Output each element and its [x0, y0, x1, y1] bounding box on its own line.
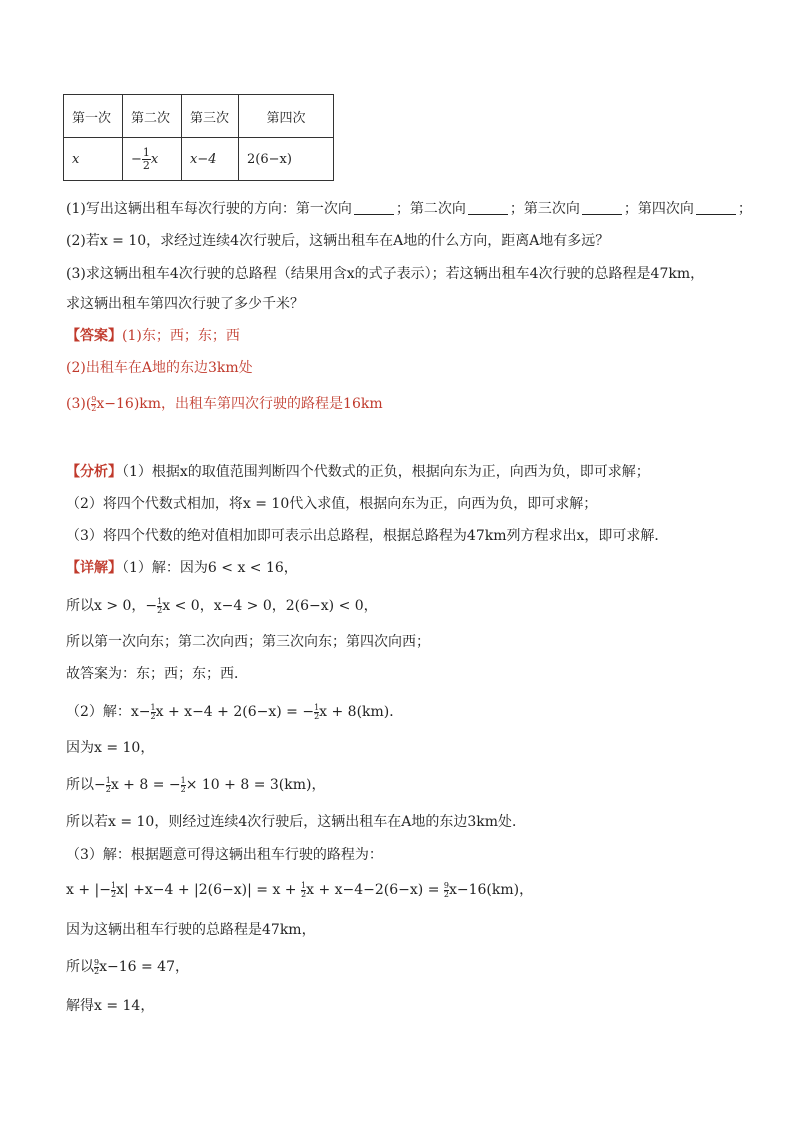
- question-2: (2)若x = 10，求经过连续4次行驶后，这辆出租车在A地的什么方向，距离A地有多远？: [66, 233, 610, 249]
- detail-text: x−16 = 47，: [99, 959, 189, 975]
- analysis-label: 【分析】: [66, 464, 122, 480]
- fraction-den: 2: [105, 784, 111, 794]
- fraction-den: 2: [157, 605, 163, 615]
- fraction-den: 2: [314, 711, 320, 721]
- answer-line-1: [66, 326, 240, 346]
- table-cell: 2(6−x): [239, 138, 334, 181]
- variable: x: [150, 151, 159, 167]
- q1-text: ；第二次向: [395, 201, 466, 217]
- question-3-cont: 求这辆出租车第四次行驶了多少千米？: [66, 296, 304, 312]
- detail-line-4: 故答案为：东；西；东；西．: [66, 666, 248, 682]
- detail-line-8: 所以若x = 10，则经过连续4次行驶后，这辆出租车在A地的东边3km处．: [66, 814, 527, 830]
- detail-line-5: [66, 702, 403, 722]
- detail-line-3: 所以第一次向东；第二次向西；第三次向东；第四次向西；: [66, 634, 430, 650]
- fraction-num: 9: [91, 394, 97, 404]
- detail-text: x| +x−4 + |2(6−x)| = x +: [116, 882, 301, 898]
- detail-line-1: [66, 558, 298, 578]
- detail-line-10: [66, 880, 533, 900]
- detail-line-2: [66, 596, 378, 616]
- fraction-num: 1: [301, 880, 307, 890]
- detail-text: x + 8 = −: [110, 777, 181, 793]
- detail-text: x + 8(km)．: [319, 704, 404, 720]
- q1-text: ；: [737, 201, 752, 217]
- table-row: [64, 138, 334, 181]
- fraction-den: 2: [142, 158, 150, 172]
- fraction-num: 1: [110, 880, 117, 890]
- detail-line-13: 解得x = 14，: [66, 998, 155, 1014]
- answer-line-3: [66, 394, 383, 414]
- question-1: [66, 199, 752, 219]
- table-header-cell: 第四次: [239, 95, 334, 138]
- answer-blank: [696, 200, 736, 215]
- detail-label: 【详解】: [66, 560, 122, 576]
- fraction-num: 1: [157, 596, 163, 606]
- answer-blank: [354, 200, 394, 215]
- answer-text: (1)东；西；东；西: [122, 328, 240, 344]
- detail-text: x + x−4 + 2(6−x) = −: [155, 704, 315, 720]
- detail-text: x + x−4−2(6−x) =: [306, 882, 444, 898]
- detail-text: （2）解：x−: [66, 704, 151, 720]
- question-3: (3)求这辆出租车4次行驶的总路程（结果用含x的式子表示）；若这辆出租车4次行驶的总路程是47km，: [66, 266, 705, 282]
- detail-text: x−16(km)，: [448, 882, 534, 898]
- detail-text: × 10 + 8 = 3(km)，: [185, 777, 326, 793]
- table-header-cell: 第二次: [123, 95, 182, 138]
- analysis-line-2: （2）将四个代数式相加，将x = 10代入求值，根据向东为正，向西为负，即可求解；: [66, 496, 598, 512]
- fraction-den: 2: [110, 889, 117, 899]
- analysis-line-1: [66, 462, 650, 482]
- table-cell: x−4: [182, 138, 239, 181]
- analysis-line-3: （3）将四个代数的绝对值相加即可表示出总路程，根据总路程为47km列方程求出x，即可求解．: [66, 528, 669, 544]
- fraction-num: 1: [105, 775, 111, 785]
- answer-text: x−16)km，出租车第四次行驶的路程是16km: [96, 396, 383, 412]
- fraction-num: 1: [314, 702, 320, 712]
- fraction-num: 1: [180, 775, 186, 785]
- answer-line-2: (2)出租车在A地的东边3km处: [66, 360, 253, 376]
- fraction-den: 2: [150, 711, 156, 721]
- table-header-row: [64, 95, 334, 138]
- q1-text: ；第三次向: [509, 201, 580, 217]
- answer-blank: [468, 200, 508, 215]
- answer-text: (3)(: [66, 396, 92, 412]
- fraction-num: 1: [142, 145, 150, 159]
- fraction-num: 9: [443, 880, 449, 890]
- detail-text: 所以: [66, 959, 94, 975]
- detail-line-12: [66, 957, 189, 977]
- table-cell: x: [64, 138, 123, 181]
- answer-blank: [582, 200, 622, 215]
- minus-sign: −: [131, 151, 142, 167]
- analysis-text: （1）根据x的取值范围判断四个代数式的正负，根据向东为正，向西为负，即可求解；: [122, 464, 650, 480]
- detail-text: x + |−: [66, 882, 111, 898]
- detail-line-9: （3）解：根据题意可得这辆出租车行驶的路程为：: [66, 847, 383, 863]
- fraction-den: 2: [443, 889, 449, 899]
- fraction-den: 2: [91, 403, 97, 413]
- direction-table: [63, 94, 334, 181]
- detail-text: 所以−: [66, 777, 106, 793]
- fraction-den: 2: [180, 784, 186, 794]
- table-cell: [123, 138, 182, 181]
- detail-text: 所以x > 0，−: [66, 598, 158, 614]
- q1-text: ；第四次向: [623, 201, 694, 217]
- table-header-cell: 第三次: [182, 95, 239, 138]
- detail-text: （1）解：因为6 < x < 16，: [122, 560, 298, 576]
- detail-line-7: [66, 775, 325, 795]
- fraction-num: 9: [94, 957, 100, 967]
- fraction-den: 2: [94, 966, 100, 976]
- table-header-cell: 第一次: [64, 95, 123, 138]
- answer-label: 【答案】: [66, 328, 122, 344]
- detail-line-11: 因为这辆出租车行驶的总路程是47km，: [66, 922, 316, 938]
- fraction-den: 2: [301, 889, 307, 899]
- detail-line-6: 因为x = 10，: [66, 740, 155, 756]
- detail-text: x < 0，x−4 > 0，2(6−x) < 0，: [162, 598, 378, 614]
- fraction-num: 1: [150, 702, 156, 712]
- q1-text: (1)写出这辆出租车每次行驶的方向：第一次向: [66, 201, 352, 217]
- fraction: [142, 147, 151, 172]
